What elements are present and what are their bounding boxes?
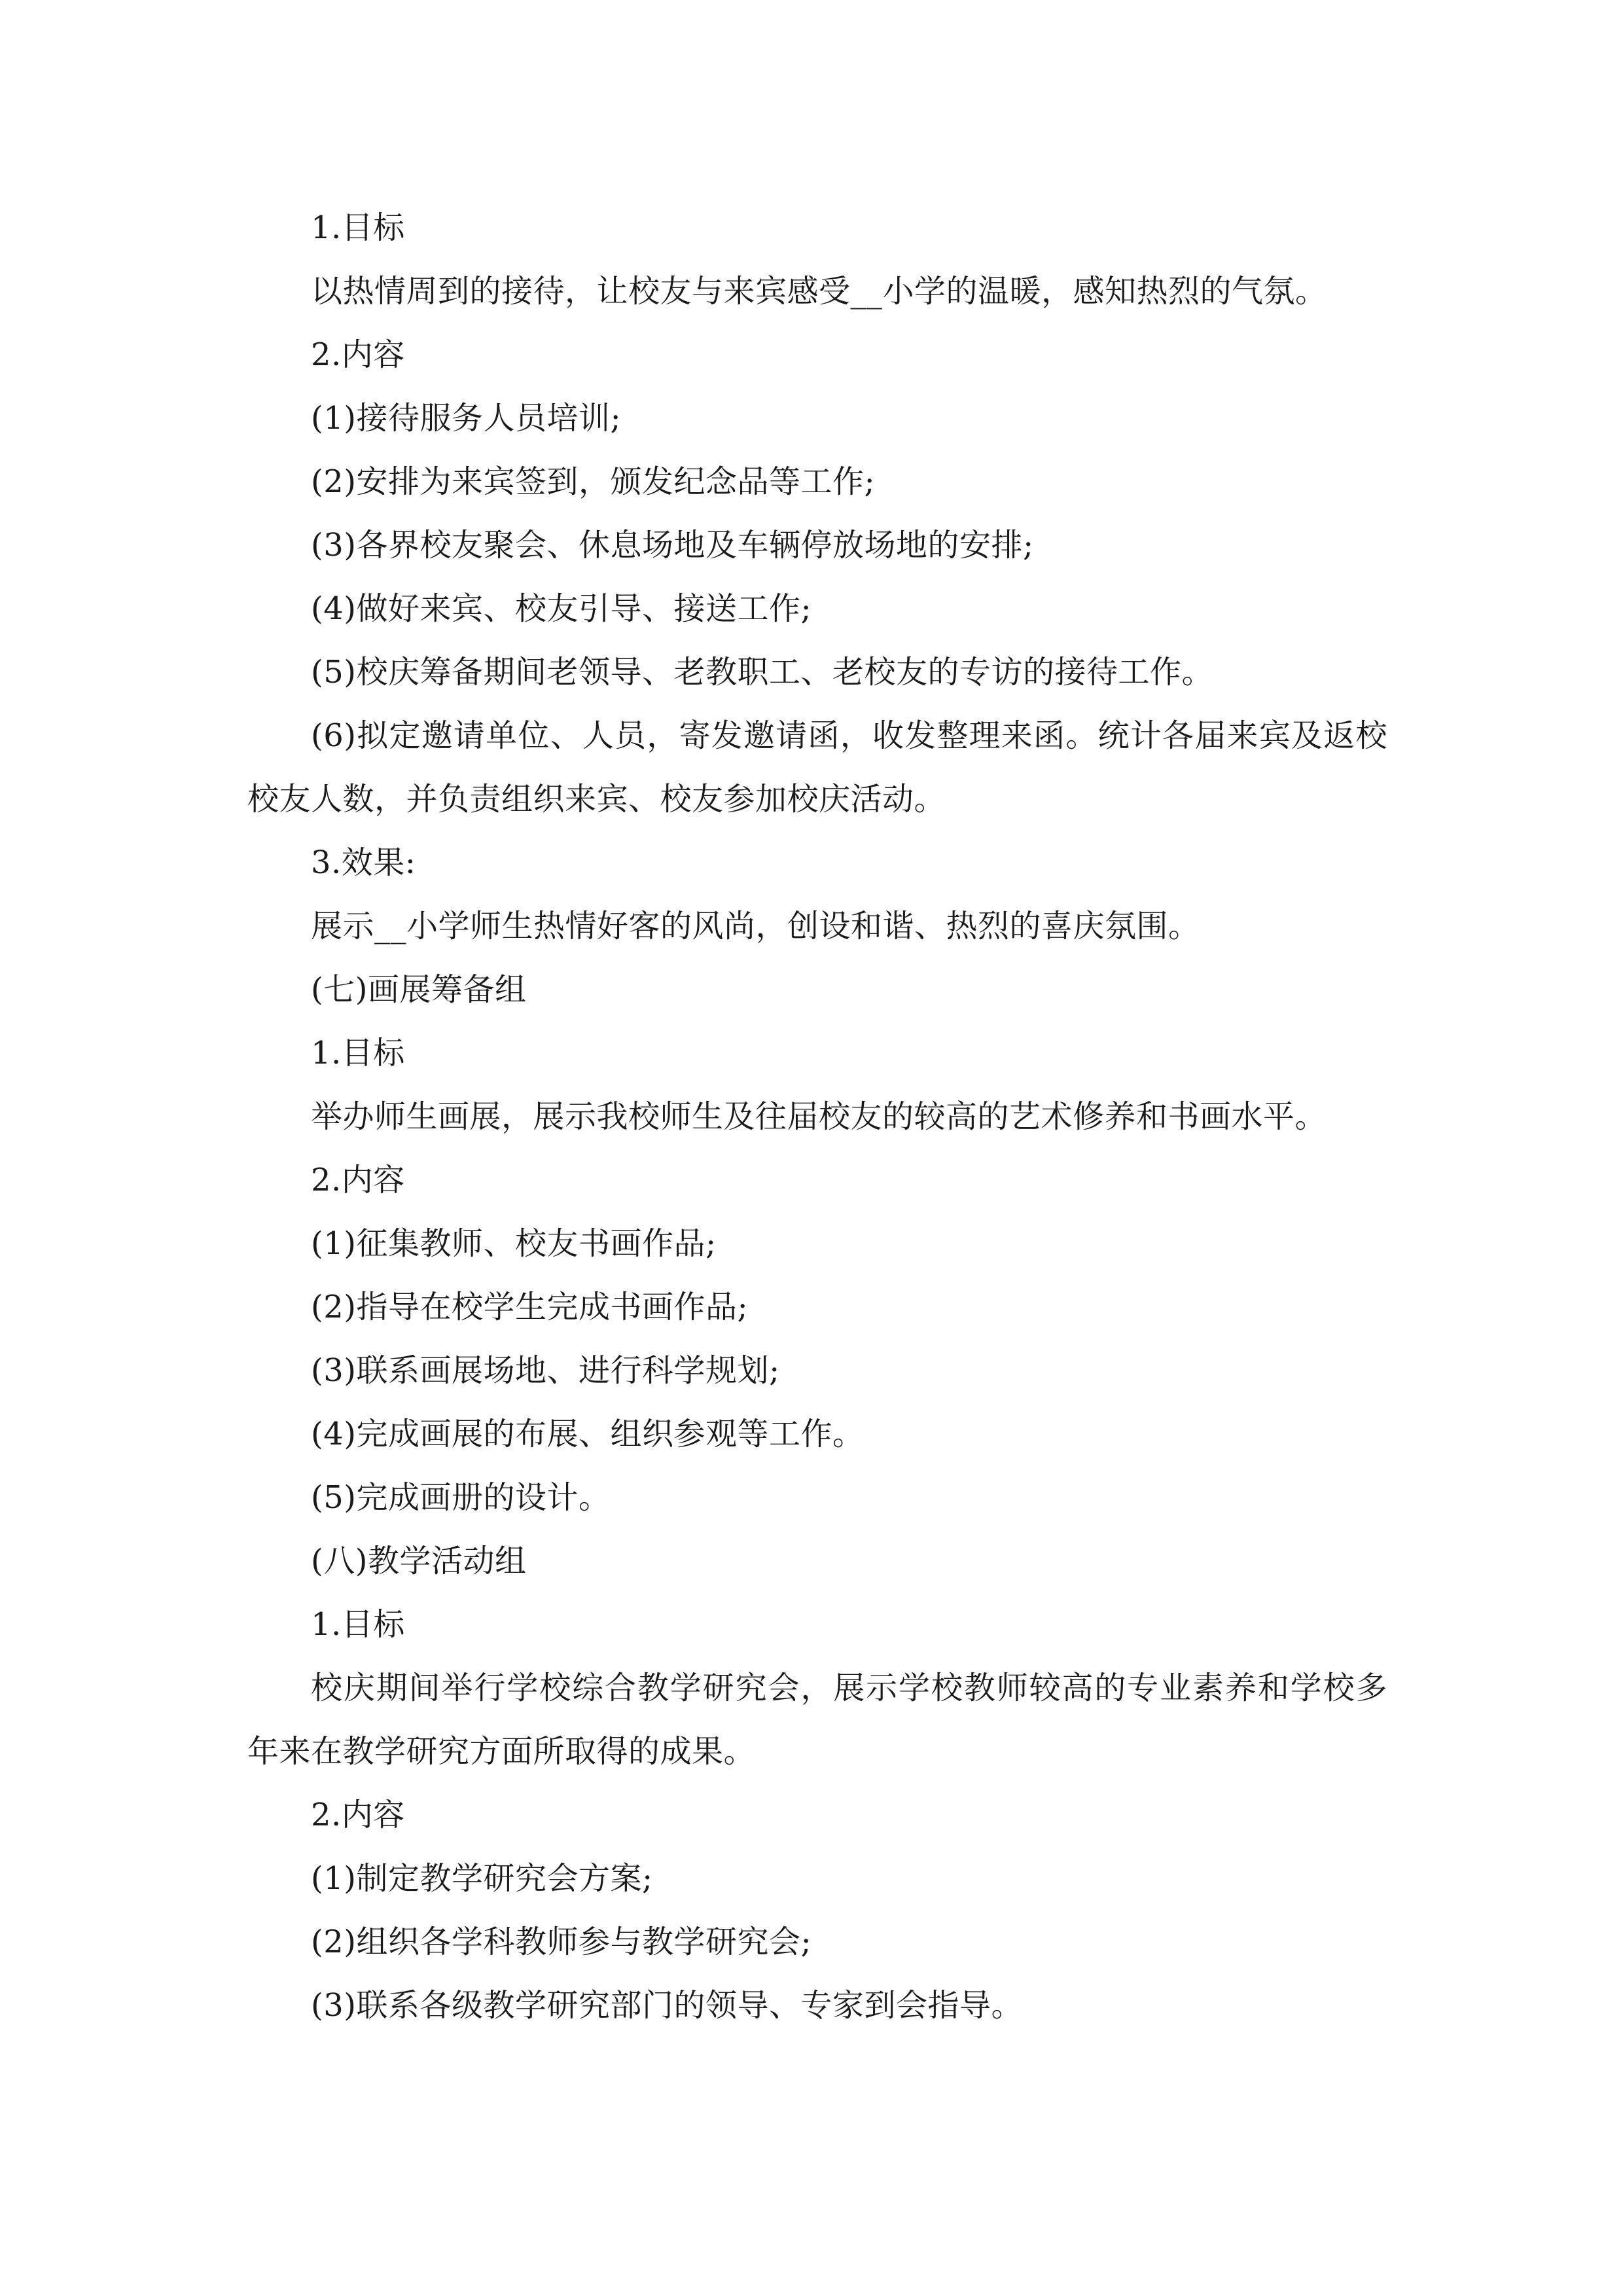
- list-item: (3)联系各级教学研究部门的领导、专家到会指导。: [311, 1987, 1023, 2024]
- heading-goal: 1.目标: [311, 209, 405, 246]
- heading-goal: 1.目标: [311, 1606, 405, 1643]
- heading-effect: 3.效果:: [311, 844, 416, 881]
- document-body: [247, 196, 1387, 2037]
- paragraph: 校庆期间举行学校综合教学研究会，展示学校教师较高的专业素养和学校多年来在教学研究方面所取得的成果。: [247, 1670, 1387, 1770]
- section-heading: (八)教学活动组: [311, 1543, 527, 1579]
- paragraph: 以热情周到的接待，让校友与来宾感受__小学的温暖，感知热烈的气氛。: [311, 273, 1327, 310]
- heading-goal: 1.目标: [311, 1035, 405, 1071]
- list-item: (2)安排为来宾签到，颁发纪念品等工作;: [311, 463, 876, 500]
- list-item: (4)做好来宾、校友引导、接送工作;: [311, 590, 812, 627]
- list-item: (5)校庆筹备期间老领导、老教职工、老校友的专访的接待工作。: [311, 654, 1213, 691]
- list-item: (3)联系画展场地、进行科学规划;: [311, 1352, 780, 1389]
- list-item: (1)制定教学研究会方案;: [311, 1860, 653, 1897]
- list-item: (6)拟定邀请单位、人员，寄发邀请函，收发整理来函。统计各届来宾及返校校友人数，并负责组织来宾、校友参加校庆活动。: [247, 717, 1387, 817]
- list-item: (2)指导在校学生完成书画作品;: [311, 1289, 749, 1325]
- list-item: (1)接待服务人员培训;: [311, 400, 622, 437]
- list-item: (5)完成画册的设计。: [311, 1479, 611, 1516]
- heading-content: 2.内容: [311, 1162, 405, 1198]
- list-item: (2)组织各学科教师参与教学研究会;: [311, 1924, 812, 1960]
- paragraph: 举办师生画展，展示我校师生及往届校友的较高的艺术修养和书画水平。: [311, 1098, 1327, 1135]
- list-item: (3)各界校友聚会、休息场地及车辆停放场地的安排;: [311, 527, 1034, 564]
- paragraph: 展示__小学师生热情好客的风尚，创设和谐、热烈的喜庆氛围。: [311, 908, 1200, 944]
- section-heading: (七)画展筹备组: [311, 971, 527, 1008]
- heading-content: 2.内容: [311, 1797, 405, 1833]
- list-item: (4)完成画展的布展、组织参观等工作。: [311, 1416, 865, 1452]
- list-item: (1)征集教师、校友书画作品;: [311, 1225, 717, 1262]
- heading-content: 2.内容: [311, 336, 405, 373]
